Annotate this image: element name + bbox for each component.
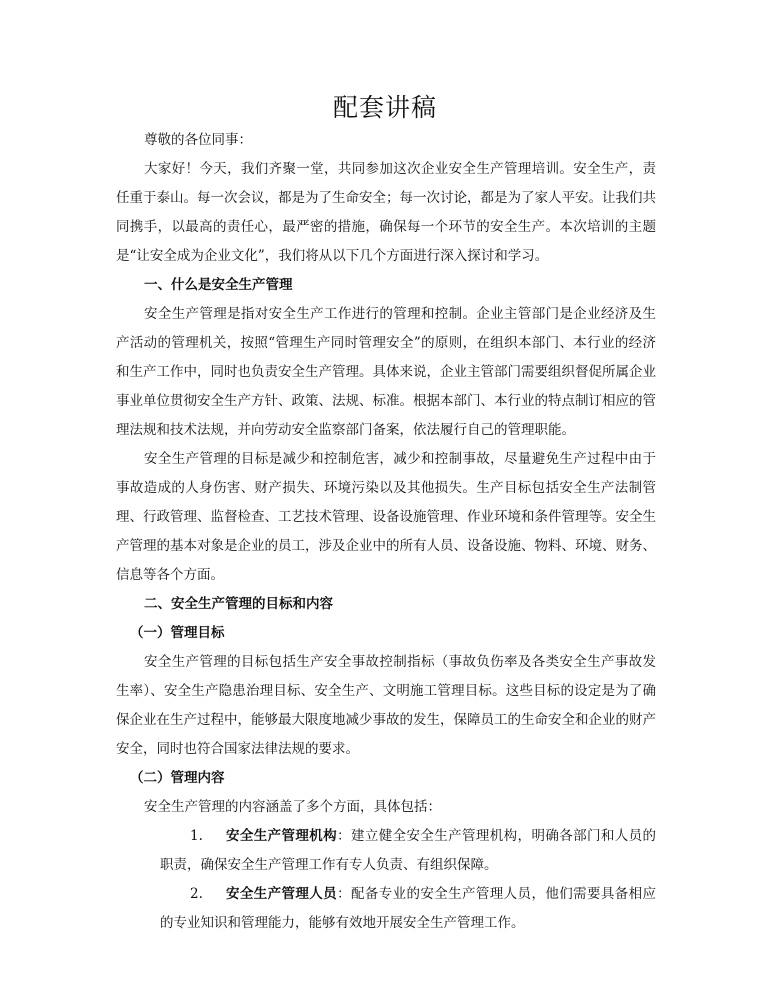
list-item-text — [160, 880, 656, 938]
page-title: 配套讲稿 — [332, 93, 437, 122]
document-body — [116, 126, 656, 938]
subsection1-heading: （一）管理目标 — [130, 625, 225, 641]
list-item-number: 2. — [190, 886, 203, 902]
list-item-text — [160, 822, 656, 880]
section1-paragraph-2: 安全生产管理的目标是减少和控制危害，减少和控制事故，尽量避免生产过程中由于事故造成的人身伤害、财产损失、环境污染以及其他损失。生产目标包括安全生产法制管理、行政管理、监督检查、工艺技术管理、设备设施管理、作业环境和条件管理等。安全生产管理的基本对象是企业的员工，涉及企业中的所有人员、设备设施、物料、环境、财务、信息等各个方面。 — [116, 451, 656, 583]
list-item-label: 安全生产管理人员 — [226, 886, 338, 902]
intro-paragraph: 大家好！今天，我们齐聚一堂，共同参加这次企业安全生产管理培训。安全生产，责任重于泰山。每一次会议，都是为了生命安全；每一次讨论，都是为了家人平安。让我们共同携手，以最高的责任心，最严密的措施，确保每一个环节的安全生产。本次培训的主题是“让安全成为企业文化”，我们将从以下几个方面进行深入探讨和学习。 — [116, 161, 656, 264]
list-item — [116, 822, 656, 880]
list-item-label: 安全生产管理机构 — [226, 828, 338, 844]
section1-heading: 一、什么是安全生产管理 — [144, 277, 293, 293]
section2-heading: 二、安全生产管理的目标和内容 — [144, 596, 333, 612]
subsection1-paragraph: 安全生产管理的目标包括生产安全事故控制指标（事故负伤率及各类安全生产事故发生率）、安全生产隐患治理目标、安全生产、文明施工管理目标。这些目标的设定是为了确保企业在生产过程中，能够最大限度地减少事故的发生，保障员工的生命安全和企业的财产安全，同时也符合国家法律法规的要求。 — [116, 654, 656, 757]
salutation: 尊敬的各位同事： — [144, 132, 252, 148]
list-item — [116, 880, 656, 938]
list-item-description: ：建立健全安全生产管理机构，明确各部门和人员的职责，确保安全生产管理工作有专人负责、有组织保障。 — [160, 828, 657, 873]
list-item-number: 1. — [190, 828, 203, 844]
subsection2-paragraph: 安全生产管理的内容涵盖了多个方面，具体包括： — [144, 799, 441, 815]
section1-paragraph-1: 安全生产管理是指对安全生产工作进行的管理和控制。企业主管部门是企业经济及生产活动的管理机关，按照“管理生产同时管理安全”的原则，在组织本部门、本行业的经济和生产工作中，同时也负责安全生产管理。具体来说，企业主管部门需要组织督促所属企业事业单位贯彻安全生产方针、政策、法规、标准。根据本部门、本行业的特点制订相应的管理法规和技术法规，并向劳动安全监察部门备案，依法履行自己的管理职能。 — [116, 306, 656, 438]
subsection2-heading: （二）管理内容 — [130, 770, 225, 786]
list-item-description: ：配备专业的安全生产管理人员，他们需要具备相应的专业知识和管理能力，能够有效地开展安全生产管理工作。 — [160, 886, 657, 931]
